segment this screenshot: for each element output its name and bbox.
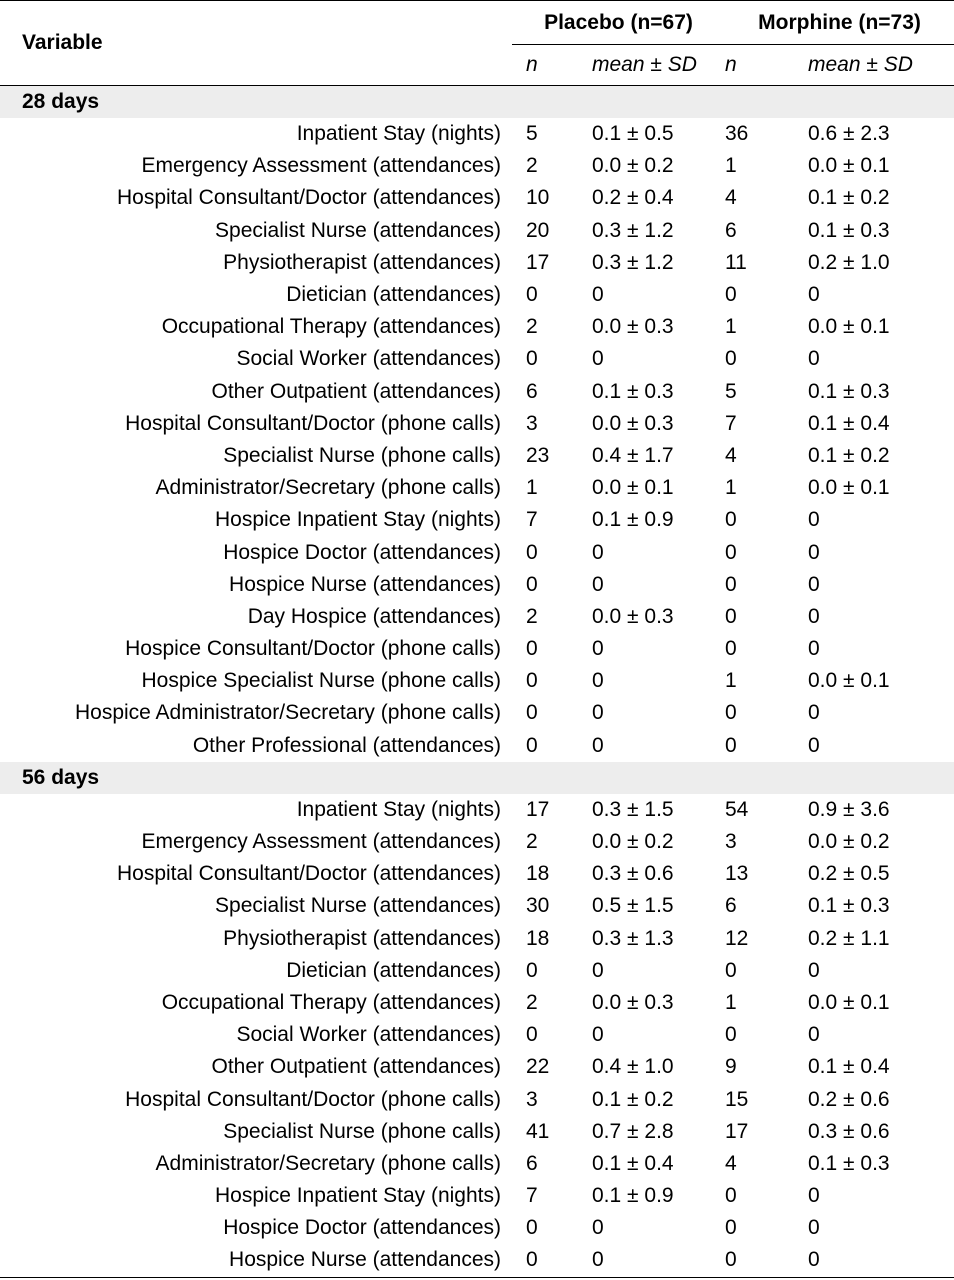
morphine-n-cell: 11	[725, 250, 747, 274]
morphine-mean-sd-cell: 0.1 ± 0.2	[808, 186, 890, 210]
variable-cell: Hospice Doctor (attendances)	[223, 1216, 501, 1240]
morphine-n-cell: 6	[725, 894, 737, 918]
placebo-mean-sd-cell: 0	[592, 283, 604, 307]
placebo-n-cell: 2	[526, 604, 538, 628]
table-row	[0, 1212, 954, 1244]
morphine-n-header: n	[725, 45, 791, 86]
table-row	[0, 955, 954, 987]
placebo-n-cell: 0	[512, 1244, 576, 1277]
table-row	[0, 215, 954, 247]
morphine-n-cell: 3	[725, 830, 737, 854]
placebo-mean-sd-cell: 0	[592, 669, 604, 693]
morphine-n-cell: 0	[725, 540, 737, 564]
variable-cell: Emergency Assessment (attendances)	[141, 830, 501, 854]
placebo-mean-sd-cell: 0.1 ± 0.3	[592, 379, 674, 403]
morphine-mean-sd-cell: 0.3 ± 0.6	[808, 1119, 890, 1143]
morphine-mean-sd-cell: 0.9 ± 3.6	[808, 797, 890, 821]
morphine-mean-sd-cell: 0	[808, 637, 820, 661]
placebo-n-cell: 2	[526, 990, 538, 1014]
morphine-n-cell: 1	[725, 154, 737, 178]
morphine-mean-sd-cell: 0	[808, 1023, 820, 1047]
variable-cell: Physiotherapist (attendances)	[223, 926, 501, 950]
placebo-mean-sd-cell: 0.7 ± 2.8	[592, 1119, 674, 1143]
section-row	[0, 762, 954, 794]
morphine-n-cell: 9	[725, 1055, 737, 1079]
placebo-n-cell: 17	[526, 797, 550, 821]
placebo-mean-sd-cell: 0	[592, 572, 604, 596]
morphine-n-cell: 1	[725, 669, 737, 693]
placebo-mean-sd-cell: 0.3 ± 1.5	[592, 797, 674, 821]
placebo-n-cell: 17	[526, 250, 550, 274]
placebo-mean-sd-cell: 0.1 ± 0.9	[592, 508, 674, 532]
placebo-mean-sd-cell: 0	[592, 347, 604, 371]
placebo-n-cell: 1	[526, 476, 538, 500]
variable-cell: Hospice Inpatient Stay (nights)	[215, 1184, 501, 1208]
morphine-n-cell: 5	[725, 379, 737, 403]
variable-cell: Hospital Consultant/Doctor (phone calls)	[125, 1087, 501, 1111]
table-row	[0, 826, 954, 858]
placebo-mean-sd-cell: 0.5 ± 1.5	[592, 894, 674, 918]
morphine-mean-sd-cell: 0	[808, 701, 820, 725]
morphine-n-cell: 0	[725, 637, 737, 661]
placebo-mean-sd-cell: 0	[592, 701, 604, 725]
placebo-n-cell: 0	[526, 572, 538, 596]
morphine-mean-sd-cell: 0.1 ± 0.3	[808, 218, 890, 242]
variable-cell: Hospital Consultant/Doctor (attendances)	[116, 862, 501, 886]
table-row	[0, 890, 954, 922]
section-row	[0, 86, 954, 119]
morphine-n-cell: 7	[725, 411, 737, 435]
variable-cell: Occupational Therapy (attendances)	[161, 315, 501, 339]
variable-cell: Dietician (attendances)	[286, 283, 501, 307]
placebo-n-cell: 23	[526, 443, 550, 467]
morphine-mean-sd-cell: 0	[791, 1244, 954, 1277]
morphine-n-cell: 4	[725, 1151, 737, 1175]
morphine-n-cell: 4	[725, 186, 737, 210]
placebo-n-cell: 2	[526, 830, 538, 854]
placebo-mean-sd-cell: 0.0 ± 0.2	[592, 154, 674, 178]
variable-cell: Administrator/Secretary (phone calls)	[155, 1151, 501, 1175]
variable-cell: Emergency Assessment (attendances)	[141, 154, 501, 178]
placebo-n-cell: 0	[526, 1216, 538, 1240]
morphine-n-cell: 13	[725, 862, 749, 886]
morphine-mean-sd-cell: 0	[808, 347, 820, 371]
morphine-n-cell: 0	[725, 347, 737, 371]
table-row	[0, 858, 954, 890]
morphine-n-cell: 0	[725, 1244, 791, 1277]
placebo-n-cell: 0	[526, 701, 538, 725]
variable-cell: Hospice Inpatient Stay (nights)	[215, 508, 501, 532]
variable-cell: Specialist Nurse (attendances)	[215, 218, 501, 242]
placebo-n-cell: 3	[526, 1087, 538, 1111]
table-row	[0, 601, 954, 633]
morphine-n-cell: 0	[725, 508, 737, 532]
morphine-n-cell: 0	[725, 604, 737, 628]
table-body	[0, 86, 954, 1278]
morphine-n-cell: 1	[725, 990, 737, 1014]
table-row	[0, 247, 954, 279]
table-row	[0, 1244, 954, 1277]
placebo-mean-sd-cell: 0.1 ± 0.2	[592, 1087, 674, 1111]
placebo-n-cell: 5	[526, 122, 538, 146]
placebo-n-cell: 0	[526, 958, 538, 982]
table-row	[0, 1180, 954, 1212]
placebo-n-cell: 20	[526, 218, 550, 242]
morphine-mean-sd-header: mean ± SD	[791, 45, 954, 86]
placebo-mean-sd-cell: 0.0 ± 0.3	[592, 604, 674, 628]
variable-cell: Specialist Nurse (phone calls)	[223, 1119, 501, 1143]
placebo-mean-sd-cell: 0	[592, 733, 604, 757]
morphine-n-cell: 15	[725, 1087, 749, 1111]
morphine-mean-sd-cell: 0.6 ± 2.3	[808, 122, 890, 146]
table-row	[0, 536, 954, 568]
morphine-mean-sd-cell: 0.1 ± 0.3	[808, 894, 890, 918]
morphine-mean-sd-cell: 0.1 ± 0.4	[808, 1055, 890, 1079]
variable-cell: Inpatient Stay (nights)	[296, 122, 501, 146]
header-row-groups	[0, 1, 954, 45]
morphine-mean-sd-cell: 0	[808, 540, 820, 564]
morphine-mean-sd-cell: 0.1 ± 0.4	[808, 411, 890, 435]
table-row	[0, 1019, 954, 1051]
placebo-n-cell: 0	[526, 283, 538, 307]
placebo-n-cell: 3	[526, 411, 538, 435]
morphine-mean-sd-cell: 0.0 ± 0.1	[808, 476, 890, 500]
morphine-mean-sd-cell: 0.2 ± 1.1	[808, 926, 890, 950]
variable-cell: Hospital Consultant/Doctor (attendances)	[116, 186, 501, 210]
table-row	[0, 343, 954, 375]
morphine-mean-sd-cell: 0.0 ± 0.2	[808, 830, 890, 854]
table-row	[0, 504, 954, 536]
placebo-n-cell: 0	[526, 1023, 538, 1047]
variable-column-header: Variable	[22, 31, 103, 54]
table-row	[0, 794, 954, 826]
variable-cell: Specialist Nurse (phone calls)	[223, 443, 501, 467]
variable-cell: Inpatient Stay (nights)	[296, 797, 501, 821]
placebo-n-cell: 18	[526, 862, 550, 886]
variable-cell: Other Professional (attendances)	[192, 733, 501, 757]
placebo-mean-sd-cell: 0.3 ± 1.3	[592, 926, 674, 950]
placebo-mean-sd-cell: 0.4 ± 1.0	[592, 1055, 674, 1079]
morphine-n-cell: 0	[725, 958, 737, 982]
variable-cell: Other Outpatient (attendances)	[211, 1055, 501, 1079]
placebo-n-cell: 0	[526, 733, 538, 757]
placebo-n-cell: 0	[526, 637, 538, 661]
placebo-mean-sd-header: mean ± SD	[576, 45, 725, 86]
variable-cell: Hospice Doctor (attendances)	[223, 540, 501, 564]
table-row	[0, 697, 954, 729]
morphine-mean-sd-cell: 0	[808, 508, 820, 532]
table-row	[0, 279, 954, 311]
table-row	[0, 472, 954, 504]
morphine-n-cell: 1	[725, 315, 737, 339]
variable-cell: Hospice Nurse (attendances)	[229, 572, 501, 596]
placebo-mean-sd-cell: 0.0 ± 0.3	[592, 411, 674, 435]
placebo-n-cell: 7	[526, 1184, 538, 1208]
table-row	[0, 118, 954, 150]
placebo-mean-sd-cell: 0.0 ± 0.3	[592, 990, 674, 1014]
placebo-mean-sd-cell: 0.0 ± 0.1	[592, 476, 674, 500]
morphine-n-cell: 17	[725, 1119, 749, 1143]
placebo-mean-sd-cell: 0	[592, 637, 604, 661]
table-row	[0, 150, 954, 182]
morphine-mean-sd-cell: 0	[808, 733, 820, 757]
morphine-n-cell: 36	[725, 122, 749, 146]
table-row	[0, 1083, 954, 1115]
variable-cell: Hospice Nurse (attendances)	[0, 1244, 512, 1277]
morphine-n-cell: 0	[725, 733, 737, 757]
morphine-n-cell: 0	[725, 701, 737, 725]
placebo-n-cell: 0	[526, 347, 538, 371]
placebo-mean-sd-cell: 0.0 ± 0.2	[592, 830, 674, 854]
morphine-mean-sd-cell: 0	[808, 572, 820, 596]
morphine-mean-sd-cell: 0.1 ± 0.3	[808, 1151, 890, 1175]
table-row	[0, 1148, 954, 1180]
placebo-n-header: n	[512, 45, 576, 86]
placebo-mean-sd-cell: 0	[592, 1216, 604, 1240]
placebo-mean-sd-cell: 0	[576, 1244, 725, 1277]
morphine-n-cell: 6	[725, 218, 737, 242]
variable-cell: Administrator/Secretary (phone calls)	[155, 476, 501, 500]
table-row	[0, 730, 954, 762]
morphine-mean-sd-cell: 0.2 ± 0.6	[808, 1087, 890, 1111]
variable-cell: Physiotherapist (attendances)	[223, 250, 501, 274]
morphine-n-cell: 12	[725, 926, 749, 950]
table-row	[0, 665, 954, 697]
morphine-mean-sd-cell: 0	[808, 604, 820, 628]
variable-cell: Social Worker (attendances)	[236, 1023, 501, 1047]
variable-cell: Hospital Consultant/Doctor (phone calls)	[125, 411, 501, 435]
placebo-n-cell: 22	[526, 1055, 550, 1079]
table-row	[0, 311, 954, 343]
morphine-n-cell: 1	[725, 476, 737, 500]
table-row	[0, 987, 954, 1019]
table-row	[0, 440, 954, 472]
table-row	[0, 1051, 954, 1083]
morphine-mean-sd-cell: 0.0 ± 0.1	[808, 990, 890, 1014]
variable-cell: Hospice Administrator/Secretary (phone calls)	[74, 701, 501, 725]
variable-cell: Specialist Nurse (attendances)	[215, 894, 501, 918]
table-row	[0, 633, 954, 665]
morphine-n-cell: 54	[725, 797, 749, 821]
table-row	[0, 408, 954, 440]
morphine-mean-sd-cell: 0.0 ± 0.1	[808, 669, 890, 693]
morphine-mean-sd-cell: 0	[808, 283, 820, 307]
morphine-mean-sd-cell: 0.0 ± 0.1	[808, 315, 890, 339]
morphine-mean-sd-cell: 0	[808, 958, 820, 982]
placebo-n-cell: 2	[526, 154, 538, 178]
morphine-n-cell: 0	[725, 1023, 737, 1047]
morphine-n-cell: 0	[725, 283, 737, 307]
variable-cell: Hospice Consultant/Doctor (phone calls)	[125, 637, 501, 661]
morphine-n-cell: 0	[725, 1184, 737, 1208]
morphine-n-cell: 4	[725, 443, 737, 467]
placebo-mean-sd-cell: 0	[592, 1023, 604, 1047]
placebo-n-cell: 2	[526, 315, 538, 339]
placebo-n-cell: 6	[526, 1151, 538, 1175]
placebo-n-cell: 0	[526, 540, 538, 564]
placebo-n-cell: 30	[526, 894, 550, 918]
morphine-mean-sd-cell: 0	[808, 1216, 820, 1240]
section-title: 56 days	[0, 762, 954, 794]
placebo-mean-sd-cell: 0.3 ± 1.2	[592, 250, 674, 274]
table-row	[0, 569, 954, 601]
placebo-mean-sd-cell: 0	[592, 540, 604, 564]
placebo-mean-sd-cell: 0	[592, 958, 604, 982]
section-title: 28 days	[0, 86, 954, 119]
placebo-group-header: Placebo (n=67)	[512, 1, 725, 45]
placebo-n-cell: 18	[526, 926, 550, 950]
morphine-n-cell: 0	[725, 572, 737, 596]
placebo-n-cell: 0	[526, 669, 538, 693]
morphine-mean-sd-cell: 0.1 ± 0.2	[808, 443, 890, 467]
table-header	[0, 1, 954, 86]
table-row	[0, 1116, 954, 1148]
variable-cell: Hospice Specialist Nurse (phone calls)	[141, 669, 501, 693]
placebo-mean-sd-cell: 0.2 ± 0.4	[592, 186, 674, 210]
variable-cell: Social Worker (attendances)	[236, 347, 501, 371]
variable-cell: Occupational Therapy (attendances)	[161, 990, 501, 1014]
variable-cell: Day Hospice (attendances)	[247, 604, 501, 628]
placebo-n-cell: 10	[526, 186, 550, 210]
placebo-mean-sd-cell: 0.3 ± 1.2	[592, 218, 674, 242]
morphine-mean-sd-cell: 0	[808, 1184, 820, 1208]
morphine-mean-sd-cell: 0.1 ± 0.3	[808, 379, 890, 403]
morphine-group-header: Morphine (n=73)	[725, 1, 954, 45]
placebo-n-cell: 6	[526, 379, 538, 403]
morphine-n-cell: 0	[725, 1216, 737, 1240]
table-row	[0, 923, 954, 955]
variable-cell: Other Outpatient (attendances)	[211, 379, 501, 403]
placebo-mean-sd-cell: 0.1 ± 0.9	[592, 1184, 674, 1208]
table-row	[0, 376, 954, 408]
morphine-mean-sd-cell: 0.0 ± 0.1	[808, 154, 890, 178]
placebo-mean-sd-cell: 0.0 ± 0.3	[592, 315, 674, 339]
table-row	[0, 182, 954, 214]
placebo-mean-sd-cell: 0.1 ± 0.4	[592, 1151, 674, 1175]
placebo-n-cell: 41	[526, 1119, 550, 1143]
placebo-mean-sd-cell: 0.4 ± 1.7	[592, 443, 674, 467]
placebo-mean-sd-cell: 0.3 ± 0.6	[592, 862, 674, 886]
variable-cell: Dietician (attendances)	[286, 958, 501, 982]
morphine-mean-sd-cell: 0.2 ± 0.5	[808, 862, 890, 886]
placebo-mean-sd-cell: 0.1 ± 0.5	[592, 122, 674, 146]
placebo-n-cell: 7	[526, 508, 538, 532]
morphine-mean-sd-cell: 0.2 ± 1.0	[808, 250, 890, 274]
